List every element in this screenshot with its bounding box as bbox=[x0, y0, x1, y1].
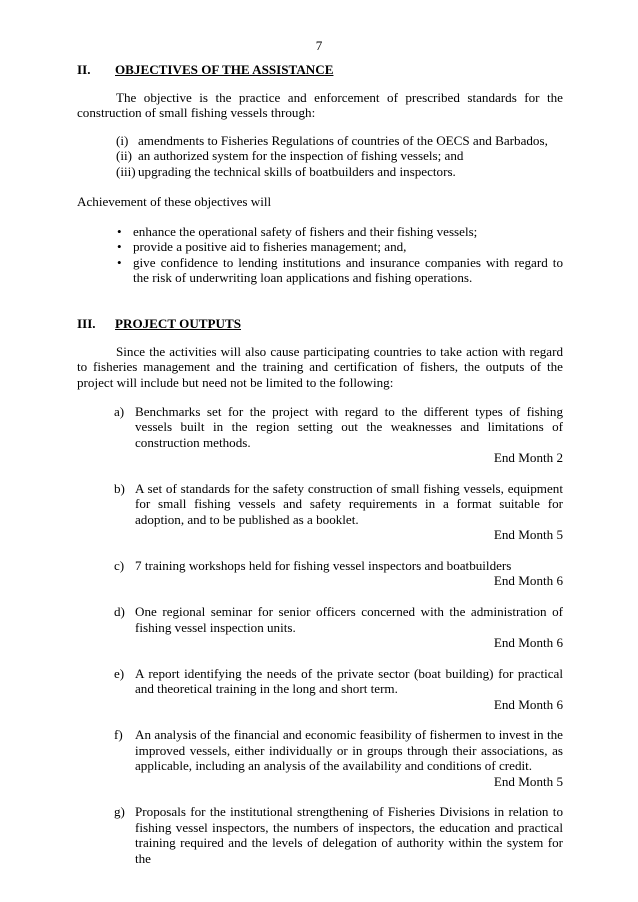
output-due: End Month 5 bbox=[493, 773, 563, 789]
output-due: End Month 6 bbox=[493, 573, 563, 589]
section-objectives bbox=[77, 62, 563, 77]
output-text: An analysis of the financial and economic feasibility of fishermen to invest in the improved vessels, either individually or in groups through their associations, as applicable, including an analysis of the availability and conditions of credit. bbox=[135, 727, 563, 774]
output-item bbox=[77, 558, 563, 589]
list-item-text: give confidence to lending institutions and insurance companies with regard to the risk of underwriting loan applications and fishing operations. bbox=[133, 254, 563, 286]
section-heading bbox=[77, 316, 563, 331]
output-item bbox=[77, 666, 563, 712]
list-item bbox=[77, 255, 563, 286]
list-item bbox=[77, 133, 563, 148]
output-due: End Month 6 bbox=[493, 635, 563, 651]
output-text: A set of standards for the safety construction of small fishing vessels, equipment for small fishing vessels and safety requirements in a format suitable for adoption, and to be published as a booklet. bbox=[135, 481, 563, 527]
bullet-icon: • bbox=[117, 254, 122, 270]
outputs-list bbox=[77, 404, 563, 866]
objectives-list bbox=[77, 133, 563, 179]
output-letter: g) bbox=[114, 804, 125, 820]
list-item bbox=[77, 224, 563, 239]
list-item bbox=[77, 148, 563, 163]
page-number: 7 bbox=[315, 38, 323, 53]
output-due: End Month 6 bbox=[493, 696, 563, 712]
output-due: End Month 2 bbox=[493, 450, 563, 466]
objectives-intro-block bbox=[77, 90, 563, 121]
output-text: Benchmarks set for the project with regard to the different types of fishing vessels built in the region setting out the weaknesses and limitations of construction methods. bbox=[135, 404, 563, 450]
list-marker: (iii) bbox=[116, 163, 136, 179]
bullet-icon: • bbox=[117, 239, 122, 255]
output-item bbox=[77, 404, 563, 466]
section-title: PROJECT OUTPUTS bbox=[115, 316, 241, 331]
outputs-intro: Since the activities will also cause participating countries to take action with regard to fisheries management and the training and certification of fishers, the outputs of the project will include but need not be limited to the following: bbox=[77, 344, 563, 390]
achievement-bullets bbox=[77, 224, 563, 286]
section-heading bbox=[77, 62, 563, 77]
output-due: End Month 5 bbox=[493, 527, 563, 543]
output-letter: b) bbox=[114, 481, 125, 497]
objectives-roman-list-block bbox=[77, 133, 563, 179]
output-text: One regional seminar for senior officers concerned with the administration of fishing vessel inspection units. bbox=[135, 604, 563, 635]
output-letter: f) bbox=[114, 727, 123, 743]
output-item bbox=[77, 604, 563, 650]
list-marker: (i) bbox=[116, 133, 129, 148]
achievement-text: Achievement of these objectives will bbox=[77, 194, 272, 209]
section-number: III. bbox=[77, 316, 96, 331]
list-item-text: amendments to Fisheries Regulations of countries of the OECS and Barbados, bbox=[138, 133, 548, 148]
list-item bbox=[77, 164, 563, 179]
list-item bbox=[77, 239, 563, 254]
output-letter: d) bbox=[114, 604, 125, 620]
output-item bbox=[77, 804, 563, 866]
list-marker: (ii) bbox=[116, 148, 132, 164]
list-item-text: enhance the operational safety of fishers and their fishing vessels; bbox=[133, 224, 478, 239]
list-item-text: an authorized system for the inspection of fishing vessels; and bbox=[138, 148, 464, 164]
achievement-block bbox=[77, 194, 563, 209]
output-text: A report identifying the needs of the private sector (boat building) for practical and theoretical training in the long and short term. bbox=[135, 665, 563, 697]
bullet-icon: • bbox=[117, 224, 122, 239]
output-letter: c) bbox=[114, 558, 125, 574]
section-number: II. bbox=[77, 62, 91, 77]
output-text: 7 training workshops held for fishing vessel inspectors and boatbuilders bbox=[135, 558, 512, 574]
output-item bbox=[77, 481, 563, 543]
outputs-intro-block bbox=[77, 344, 563, 390]
output-letter: e) bbox=[114, 665, 125, 681]
section-title: OBJECTIVES OF THE ASSISTANCE bbox=[115, 62, 334, 77]
output-text: Proposals for the institutional strengthening of Fisheries Divisions in relation to fishing vessel inspectors, the numbers of inspectors, the education and practical training required and the levels of delegation of authority within the system for the bbox=[135, 804, 563, 866]
bullet-list-block bbox=[77, 224, 563, 286]
output-letter: a) bbox=[114, 404, 125, 419]
list-item-text: upgrading the technical skills of boatbuilders and inspectors. bbox=[138, 163, 456, 179]
section-outputs bbox=[77, 316, 563, 331]
list-item-text: provide a positive aid to fisheries management; and, bbox=[133, 239, 407, 255]
outputs-list-block bbox=[77, 404, 563, 881]
output-item bbox=[77, 727, 563, 789]
objectives-intro: The objective is the practice and enforcement of prescribed standards for the construction of small fishing vessels through: bbox=[77, 90, 563, 121]
